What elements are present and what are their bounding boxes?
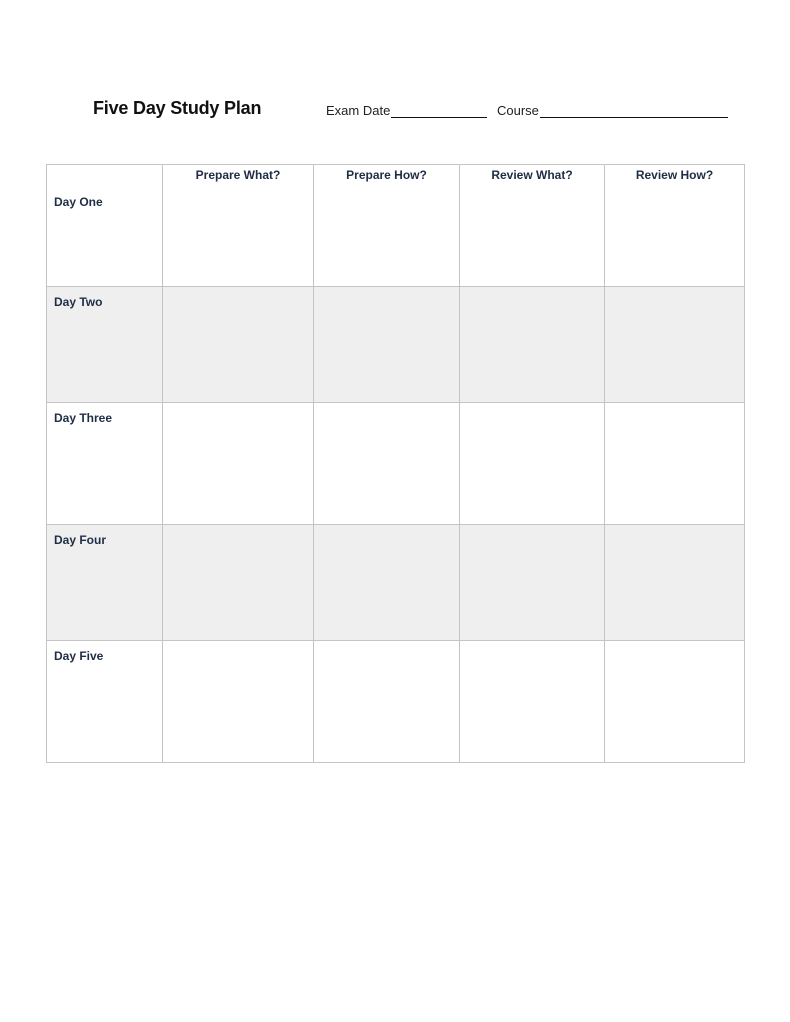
row-label-cell [47, 165, 163, 287]
column-header-label: Prepare How? [346, 168, 427, 182]
row-label: Day One [54, 195, 103, 209]
column-header-review-what[interactable] [460, 165, 605, 287]
table-cell[interactable] [314, 525, 460, 641]
row-label: Day Four [47, 525, 163, 641]
column-header-prepare-how[interactable] [314, 165, 460, 287]
exam-date-blank[interactable] [391, 103, 487, 118]
row-label: Day Two [47, 287, 163, 403]
table-cell[interactable] [460, 525, 605, 641]
table-row-day-five [47, 641, 745, 763]
course-blank[interactable] [540, 103, 728, 118]
table-cell[interactable] [163, 287, 314, 403]
table-row-day-four [47, 525, 745, 641]
table-cell[interactable] [605, 403, 745, 525]
table-cell[interactable] [605, 287, 745, 403]
row-label: Day Three [47, 403, 163, 525]
column-header-prepare-what[interactable] [163, 165, 314, 287]
table-cell[interactable] [460, 403, 605, 525]
column-header-review-how[interactable] [605, 165, 745, 287]
study-plan-table [46, 164, 745, 763]
table-cell[interactable] [314, 403, 460, 525]
document-title: Five Day Study Plan [93, 98, 262, 118]
table-row-day-two [47, 287, 745, 403]
column-header-label: Review What? [491, 168, 573, 182]
exam-date-label: Exam Date [326, 103, 391, 118]
table-cell[interactable] [163, 641, 314, 763]
table-cell[interactable] [314, 287, 460, 403]
column-header-label: Review How? [635, 168, 714, 182]
row-label: Day Five [47, 641, 163, 763]
table-row-day-three [47, 403, 745, 525]
table-cell[interactable] [163, 403, 314, 525]
table-cell[interactable] [163, 525, 314, 641]
table-cell[interactable] [460, 641, 605, 763]
column-header-label: Prepare What? [195, 168, 281, 182]
table-cell[interactable] [605, 525, 745, 641]
course-field[interactable] [497, 103, 728, 118]
table-cell[interactable] [314, 641, 460, 763]
table-cell[interactable] [460, 287, 605, 403]
exam-date-field[interactable] [326, 103, 487, 118]
table-cell[interactable] [605, 641, 745, 763]
course-label: Course [497, 103, 539, 118]
table-row-day-one [47, 165, 745, 287]
